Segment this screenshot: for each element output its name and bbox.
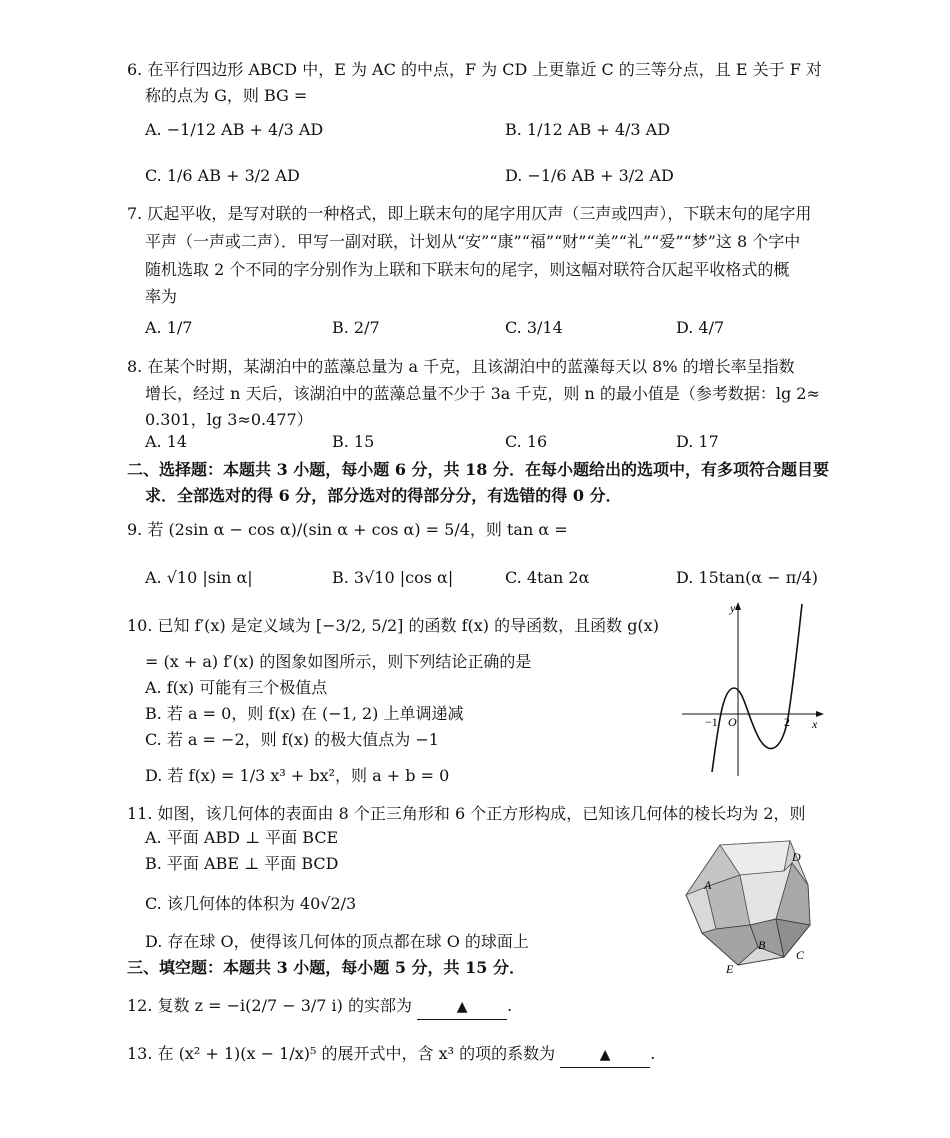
- q7-option-a: A. 1/7: [145, 318, 193, 337]
- q13-period: .: [650, 1044, 656, 1063]
- q6-option-a: A. −1/12 AB + 4/3 AD: [145, 120, 324, 139]
- q8-line2: 增长，经过 n 天后，该湖泊中的蓝藻总量不少于 3a 千克，则 n 的最小值是（参考数据：lg 2≈: [145, 384, 820, 403]
- q6-option-c: C. 1/6 AB + 3/2 AD: [145, 166, 300, 185]
- q9-stem: 9. 若 (2sin α − cos α)/(sin α + cos α) = 5/4，则 tan α =: [127, 520, 568, 539]
- q11-option-d: D. 存在球 O，使得该几何体的顶点都在球 O 的球面上: [145, 932, 529, 951]
- vertex-label-a: A: [704, 878, 712, 892]
- q10-line1: 10. 已知 f′(x) 是定义域为 [−3/2, 5/2] 的函数 f(x) 的导函数，且函数 g(x): [127, 616, 659, 635]
- section2-line1: 二、选择题：本题共 3 小题，每小题 6 分，共 18 分．在每小题给出的选项中，有多项符合题目要: [127, 460, 829, 479]
- q10-option-a: A. f(x) 可能有三个极值点: [145, 678, 328, 697]
- q6-line1: 6. 在平行四边形 ABCD 中，E 为 AC 的中点，F 为 CD 上更靠近 C 的三等分点，且 E 关于 F 对: [127, 60, 822, 79]
- tick-2: 2: [784, 715, 790, 729]
- q8-option-c: C. 16: [505, 432, 548, 451]
- q11-cuboctahedron-figure: [680, 825, 830, 975]
- q11-option-b: B. 平面 ABE ⊥ 平面 BCD: [145, 854, 339, 873]
- q9-option-b: B. 3√10 |cos α|: [332, 568, 454, 587]
- q7-line3: 随机选取 2 个不同的字分别作为上联和下联末句的尾字，则这幅对联符合仄起平收格式的概: [145, 260, 790, 279]
- q6-option-b: B. 1/12 AB + 4/3 AD: [505, 120, 671, 139]
- q11-option-a: A. 平面 ABD ⊥ 平面 BCE: [145, 828, 339, 847]
- vertex-label-d: D: [792, 850, 801, 864]
- section3-line1: 三、填空题：本题共 3 小题，每小题 5 分，共 15 分．: [127, 958, 525, 977]
- q9-option-a: A. √10 |sin α|: [145, 568, 253, 587]
- x-label: x: [812, 717, 818, 731]
- tick-minus-1: −1: [705, 715, 718, 729]
- q10-option-b: B. 若 a = 0，则 f(x) 在 (−1, 2) 上单调递减: [145, 704, 464, 723]
- q10-option-c: C. 若 a = −2，则 f(x) 的极大值点为 −1: [145, 730, 439, 749]
- q7-line4: 率为: [145, 287, 178, 306]
- q8-line1: 8. 在某个时期，某湖泊中的蓝藻总量为 a 千克，且该湖泊中的蓝藻每天以 8% 的增长率呈指数: [127, 357, 795, 376]
- q7-option-c: C. 3/14: [505, 318, 563, 337]
- q9-option-d: D. 15tan(α − π/4): [676, 568, 819, 587]
- q7-option-d: D. 4/7: [676, 318, 725, 337]
- q7-option-b: B. 2/7: [332, 318, 380, 337]
- q11-option-c: C. 该几何体的体积为 40√2/3: [145, 894, 357, 913]
- q8-option-d: D. 17: [676, 432, 719, 451]
- y-axis-arrow: [735, 602, 741, 610]
- y-label: y: [730, 601, 736, 615]
- g-curve: [712, 604, 802, 772]
- q12-row: [127, 994, 512, 1020]
- q13-stem: 13. 在 (x² + 1)(x − 1/x)⁵ 的展开式中，含 x³ 的项的系数为: [127, 1044, 556, 1063]
- q10-line2: = (x + a) f′(x) 的图象如图所示，则下列结论正确的是: [145, 652, 532, 671]
- vertex-label-c: C: [796, 948, 805, 962]
- q8-line3: 0.301，lg 3≈0.477）: [145, 410, 313, 429]
- q10-function-graph: [678, 600, 828, 780]
- origin-label: O: [728, 715, 737, 729]
- q13-row: [127, 1042, 655, 1068]
- q12-answer-blank[interactable]: [417, 994, 507, 1020]
- vertex-label-b: B: [758, 938, 766, 952]
- section2-line2: 求．全部选对的得 6 分，部分选对的得部分分，有选错的得 0 分．: [145, 486, 622, 505]
- q6-line2: 称的点为 G，则 BG =: [145, 86, 308, 105]
- q8-option-b: B. 15: [332, 432, 375, 451]
- q8-option-a: A. 14: [145, 432, 188, 451]
- q9-option-c: C. 4tan 2α: [505, 568, 590, 587]
- q13-blank-marker: ▲: [599, 1047, 611, 1063]
- q11-line1: 11. 如图，该几何体的表面由 8 个正三角形和 6 个正方形构成，已知该几何体的棱长均为 2，则: [127, 804, 806, 823]
- q7-line1: 7. 仄起平收，是写对联的一种格式，即上联末句的尾字用仄声（三声或四声），下联末句的尾字用: [127, 204, 812, 223]
- q7-line2: 平声（一声或二声）．甲写一副对联，计划从“安”“康”“福”“财”“美”“礼”“爱”“梦”这 8 个字中: [145, 232, 801, 251]
- q6-option-d: D. −1/6 AB + 3/2 AD: [505, 166, 674, 185]
- q10-option-d: D. 若 f(x) = 1/3 x³ + bx²，则 a + b = 0: [145, 766, 450, 785]
- q12-period: .: [507, 996, 513, 1015]
- q13-answer-blank[interactable]: [560, 1042, 650, 1068]
- q12-stem: 12. 复数 z = −i(2/7 − 3/7 i) 的实部为: [127, 996, 413, 1015]
- q12-blank-marker: ▲: [456, 999, 468, 1015]
- vertex-label-e: E: [726, 962, 734, 975]
